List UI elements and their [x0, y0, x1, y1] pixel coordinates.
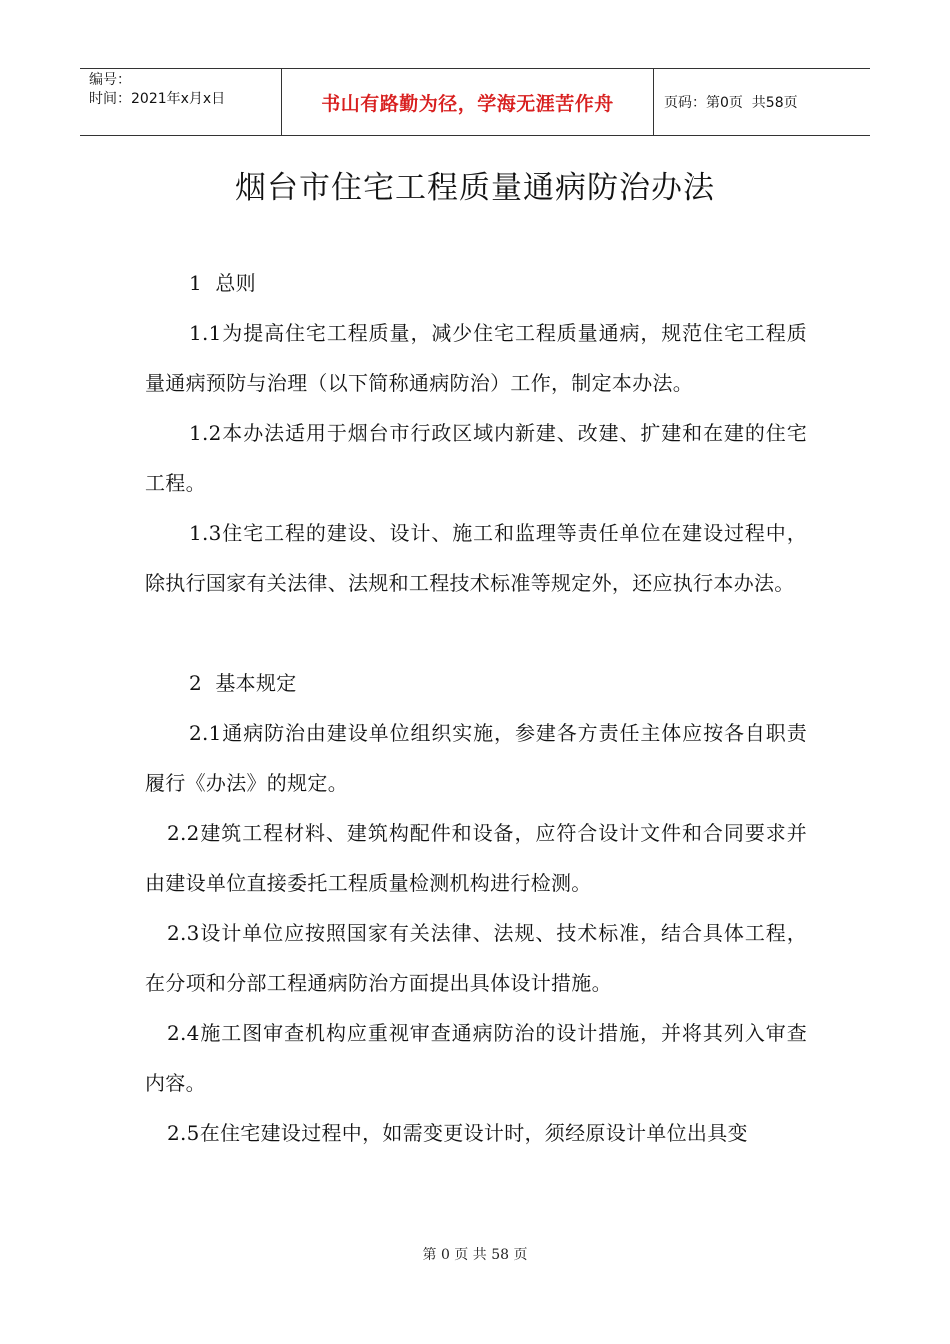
- paragraph-1-3: 1.3住宅工程的建设、设计、施工和监理等责任单位在建设过程中，除执行国家有关法律、法规和工程技术标准等规定外，还应执行本办法。: [145, 521, 807, 595]
- paragraph-2-4: 2.4施工图审查机构应重视审查通病防治的设计措施，并将其列入审查内容。: [145, 1021, 807, 1095]
- header-meta-cell: [80, 69, 282, 135]
- document-header: [80, 68, 870, 136]
- paragraph-2-5: 2.5在住宅建设过程中，如需变更设计时，须经原设计单位出具变: [167, 1121, 748, 1145]
- header-motto: 书山有路勤为径，学海无涯苦作舟: [282, 69, 654, 135]
- section-heading-basic-rules: 2 基本规定: [189, 671, 297, 695]
- number-label: 编号：: [89, 72, 131, 88]
- page-footer: 第 0 页 共 58 页: [422, 1247, 528, 1263]
- time-label: 时间：2021年x月x日: [89, 91, 226, 107]
- paragraph-1-2: 1.2本办法适用于烟台市行政区域内新建、改建、扩建和在建的住宅工程。: [145, 421, 807, 495]
- document-body: [145, 258, 807, 1158]
- header-page-info: 页码：第0页 共58页: [664, 95, 798, 111]
- section-heading-general: 1 总则: [189, 271, 256, 295]
- section-spacer: [145, 608, 807, 658]
- paragraph-2-2: 2.2建筑工程材料、建筑构配件和设备，应符合设计文件和合同要求并由建设单位直接委托工程质量检测机构进行检测。: [145, 821, 807, 895]
- document-title: 烟台市住宅工程质量通病防治办法: [235, 170, 715, 206]
- paragraph-1-1: 1.1为提高住宅工程质量，减少住宅工程质量通病，规范住宅工程质量通病预防与治理（以下简称通病防治）工作，制定本办法。: [145, 321, 807, 395]
- paragraph-2-3: 2.3设计单位应按照国家有关法律、法规、技术标准，结合具体工程，在分项和分部工程通病防治方面提出具体设计措施。: [145, 921, 807, 995]
- paragraph-2-1: 2.1通病防治由建设单位组织实施，参建各方责任主体应按各自职责履行《办法》的规定。: [145, 721, 807, 795]
- header-page-info-cell: [654, 69, 870, 135]
